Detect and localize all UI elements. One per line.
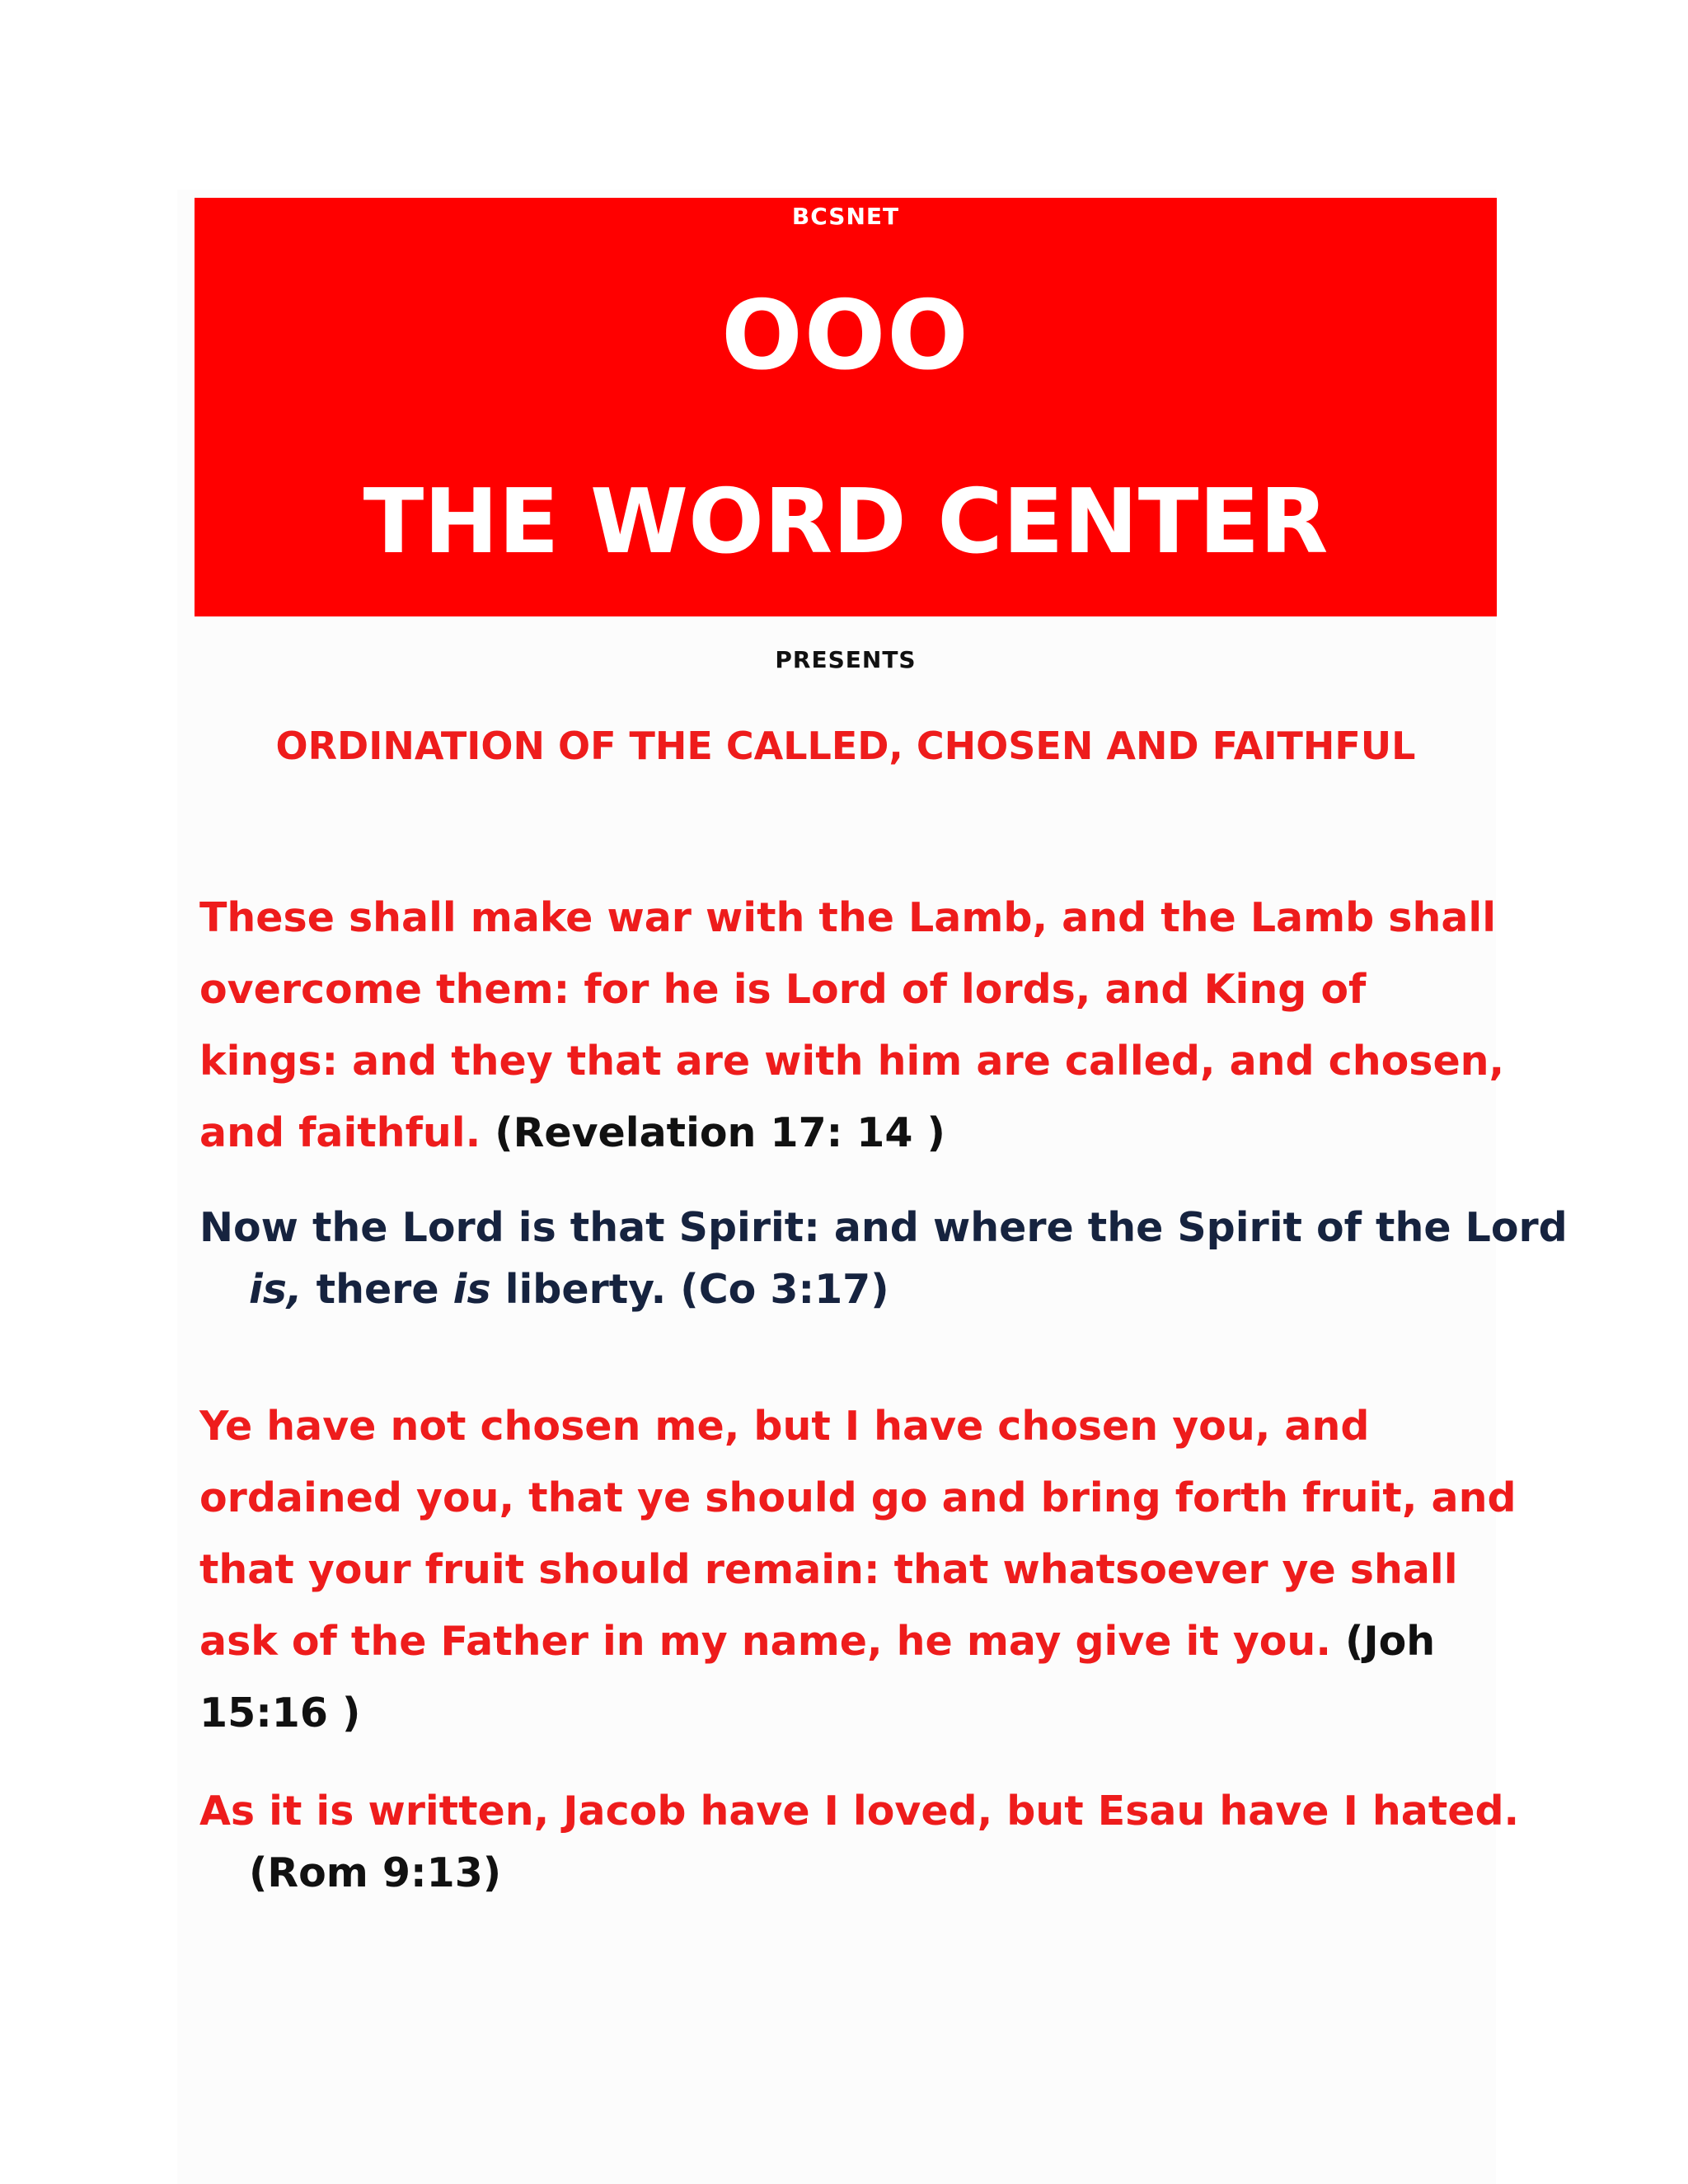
verse-corinthians <box>199 1197 1568 1320</box>
verse-romans <box>199 1780 1568 1904</box>
verse-john <box>199 1390 1518 1749</box>
verse-revelation <box>199 882 1518 1169</box>
verse-text: liberty. <box>504 1266 667 1313</box>
presents-label: PRESENTS <box>775 646 917 673</box>
verse-text: Now the Lord is that Spirit: and where the Spirit of the Lord <box>199 1204 1568 1251</box>
verse-text: As it is written, Jacob have I loved, but Esau have I hated. <box>199 1788 1520 1835</box>
header-banner <box>195 198 1497 616</box>
brand-label: BCSNET <box>791 203 900 230</box>
verse-text: Ye have not chosen me, but I have chosen you, and ordained you, that ye should go and bring forth fruit, and that your fruit should remain: that whatsoever ye shall ask of the Father in my name, he may give it you. <box>199 1403 1517 1665</box>
verse-emphasis: is, <box>249 1266 302 1313</box>
center-name: THE WORD CENTER <box>363 471 1329 574</box>
verse-reference: (Rom 9:13) <box>249 1849 502 1896</box>
verse-reference: (Joh 15:16 ) <box>199 1618 1436 1736</box>
verse-reference: (Co 3:17) <box>680 1266 889 1313</box>
verse-text: These shall make war with the Lamb, and the Lamb shall overcome them: for he is Lord of lords, and King of kings: and they that are with him are called, and chosen, and faithful. <box>199 894 1505 1156</box>
verse-emphasis: is <box>452 1266 491 1313</box>
verse-reference: (Revelation 17: 14 ) <box>495 1109 945 1156</box>
document-title: ORDINATION OF THE CALLED, CHOSEN AND FAITHFUL <box>275 724 1416 768</box>
verse-text: there <box>316 1266 439 1313</box>
logo-text: OOO <box>721 280 970 391</box>
